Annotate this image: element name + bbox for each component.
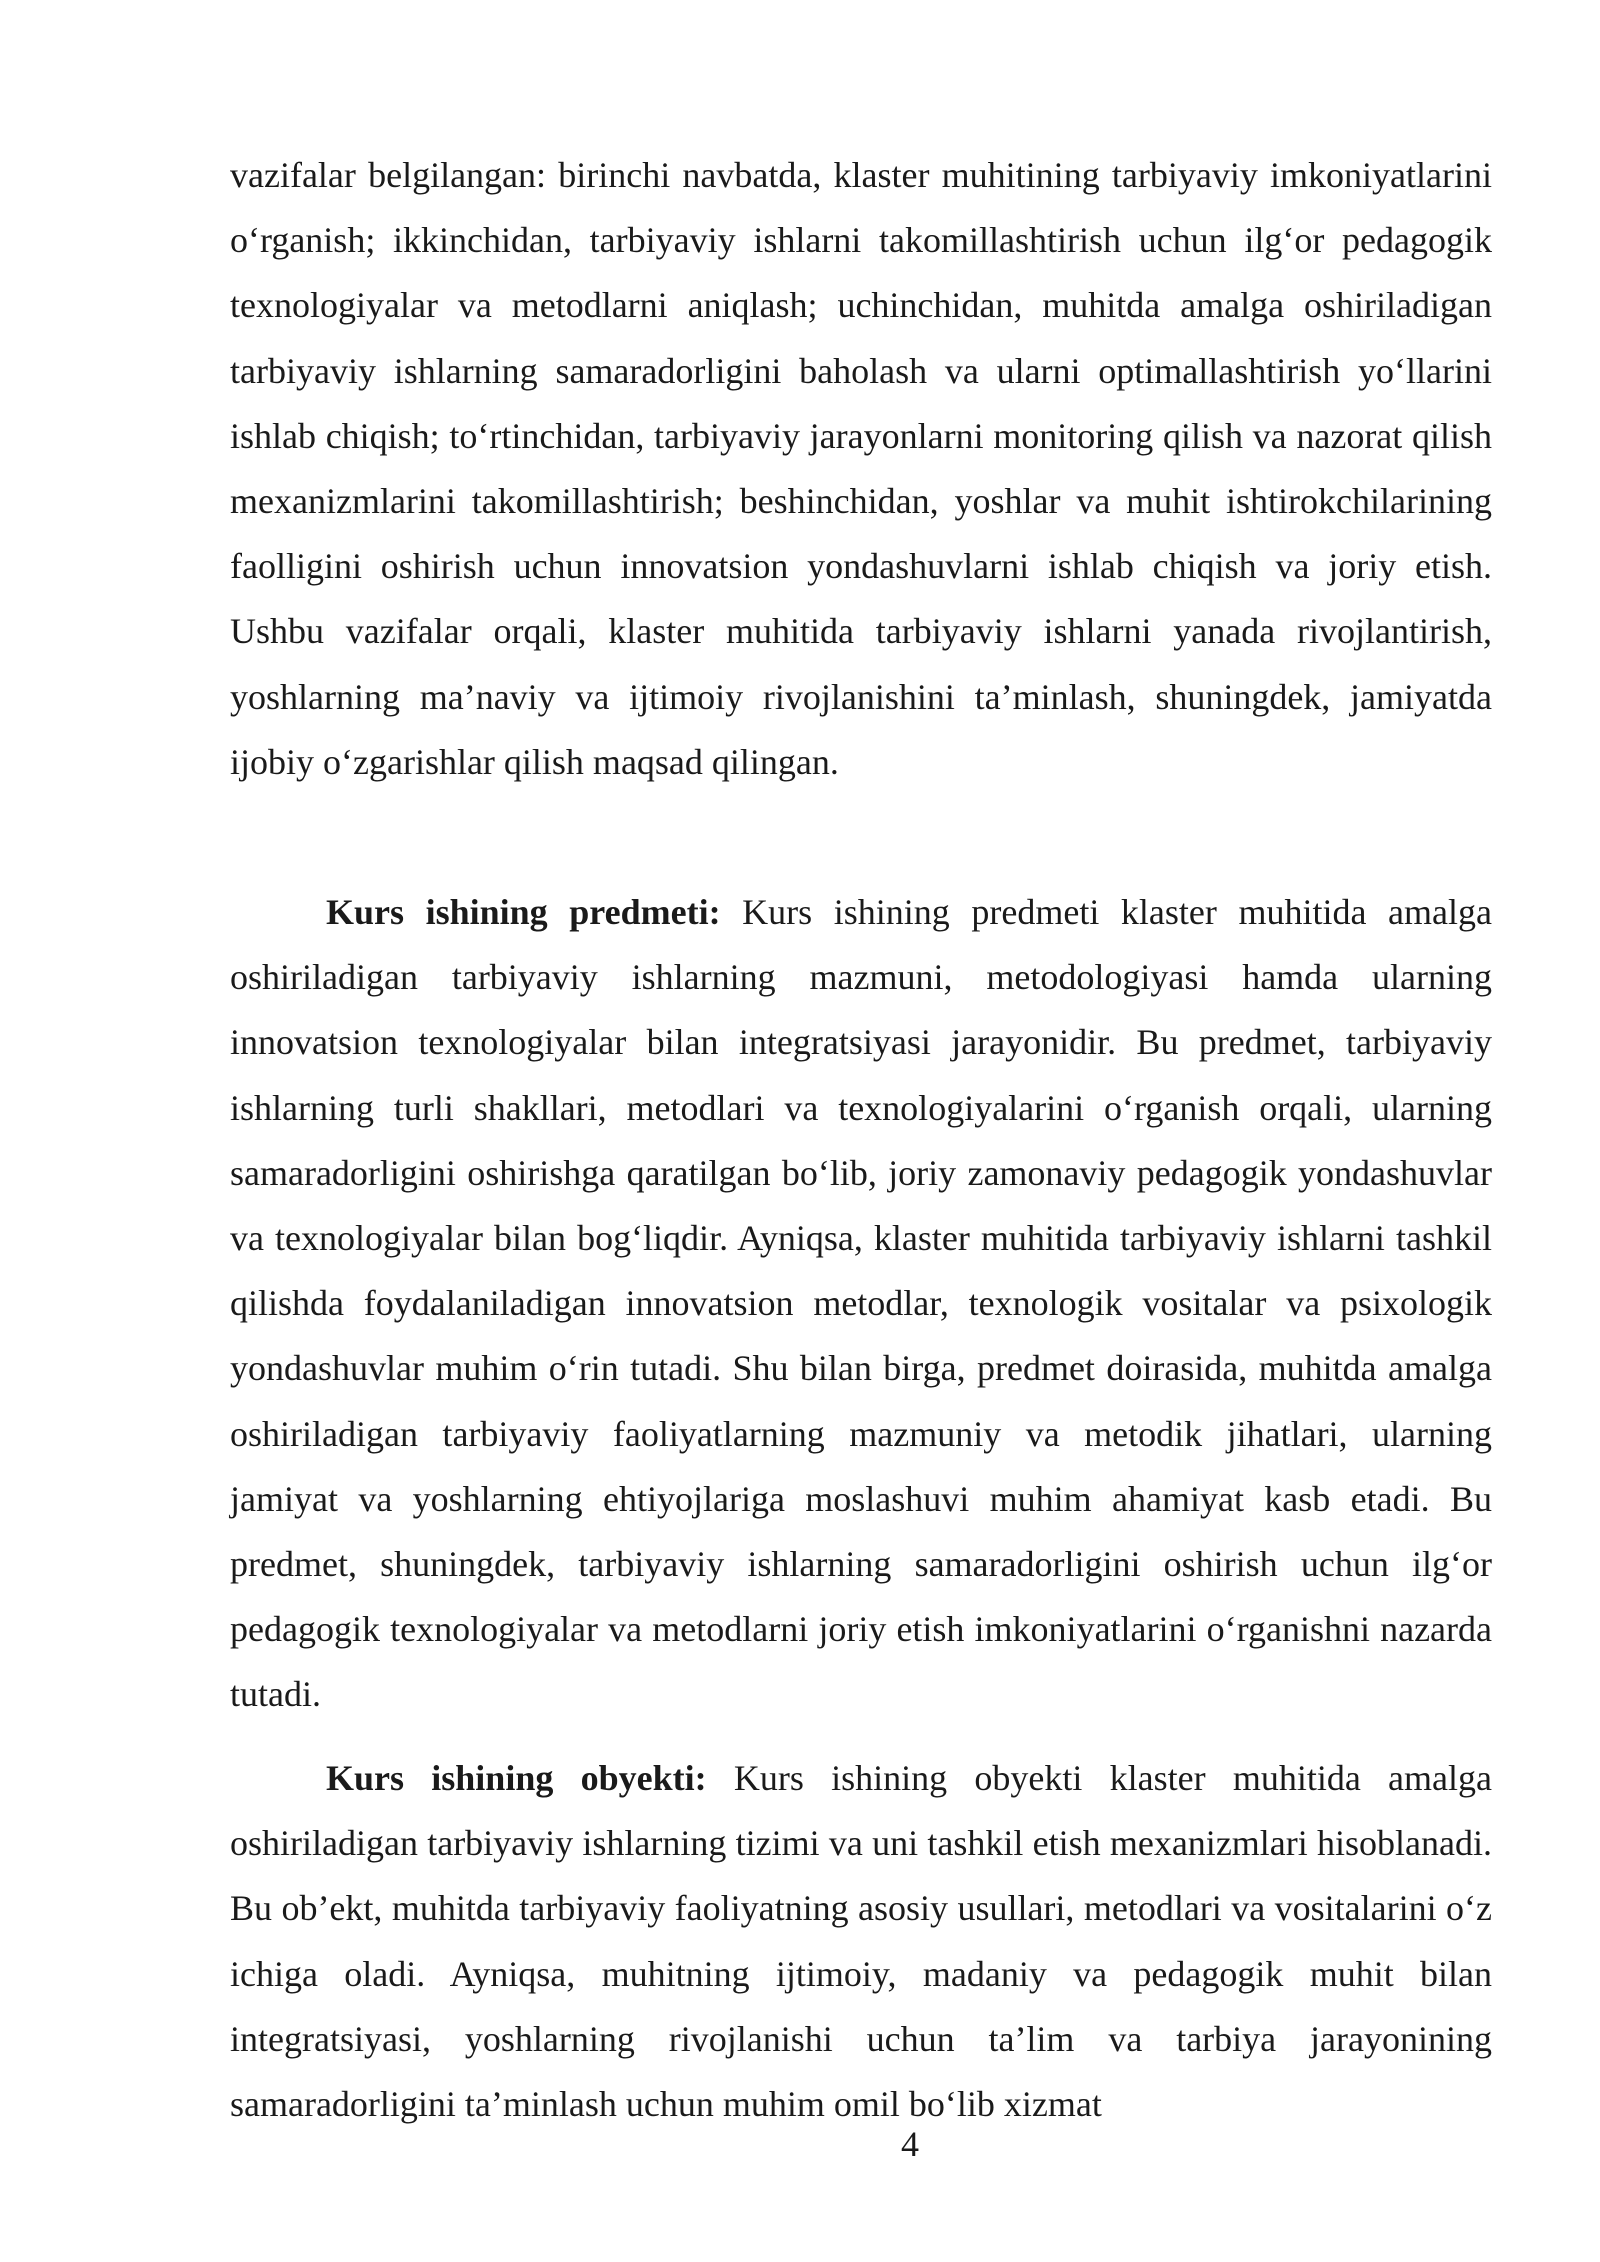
subject-heading: Kurs ishining predmeti: (326, 892, 721, 932)
paragraph-subject (230, 880, 1492, 1728)
object-heading: Kurs ishining obyekti: (326, 1758, 707, 1798)
paragraph-tasks (230, 143, 1492, 795)
page-number: 4 (901, 2124, 919, 2164)
object-text: Kurs ishining obyekti klaster muhitida amalga oshiriladigan tarbiyaviy ishlarning tizimi va uni tashkil etish mexanizmlari hisoblanadi. Bu ob’ekt, muhitda tarbiyaviy faoliyatning asosiy usullari, metodlari va vositalarini o‘z ichiga oladi. Ayniqsa, muhitning ijtimoiy, madaniy va pedagogik muhit bilan integratsiyasi, yoshlarning rivojlanishi uchun ta’lim va tarbiya jarayonining samaradorligini ta’minlash uchun muhim omil bo‘lib xizmat (230, 1758, 1492, 2125)
paragraph-subject-body (230, 880, 1492, 1728)
paragraph-tasks-text: vazifalar belgilangan: birinchi navbatda, klaster muhitining tarbiyaviy imkoniyatlarini o‘rganish; ikkinchidan, tarbiyaviy ishlarni takomillashtirish uchun ilg‘or pedagogik texnologiyalar va metodlarni aniqlash; uchinchidan, muhitda amalga oshiriladigan tarbiyaviy ishlarning samaradorligini baholash va ularni optimallashtirish yo‘llarini ishlab chiqish; to‘rtinchidan, tarbiyaviy jarayonlarni monitoring qilish va nazorat qilish mexanizmlarini takomillashtirish; beshinchidan, yoshlar va muhit ishtirokchilarining faolligini oshirish uchun innovatsion yondashuvlarni ishlab chiqish va joriy etish. Ushbu vazifalar orqali, klaster muhitida tarbiyaviy ishlarni yanada rivojlantirish, yoshlarning ma’naviy va ijtimoiy rivojlanishini ta’minlash, shuningdek, jamiyatda ijobiy o‘zgarishlar qilish maqsad qilingan. (230, 155, 1492, 782)
paragraph-object-body (230, 1746, 1492, 2137)
subject-text: Kurs ishining predmeti klaster muhitida amalga oshiriladigan tarbiyaviy ishlarning mazmuni, metodologiyasi hamda ularning innovatsion texnologiyalar bilan integratsiyasi jarayonidir. Bu predmet, tarbiyaviy ishlarning turli shakllari, metodlari va texnologiyalarini o‘rganish orqali, ularning samaradorligini oshirishga qaratilgan bo‘lib, joriy zamonaviy pedagogik yondashuvlar va texnologiyalar bilan bog‘liqdir. Ayniqsa, klaster muhitida tarbiyaviy ishlarni tashkil qilishda foydalaniladigan innovatsion metodlar, texnologik vositalar va psixologik yondashuvlar muhim o‘rin tutadi. Shu bilan birga, predmet doirasida, muhitda amalga oshiriladigan tarbiyaviy faoliyatlarning mazmuniy va metodik jihatlari, ularning jamiyat va yoshlarning ehtiyojlariga moslashuvi muhim ahamiyat kasb etadi. Bu predmet, shuningdek, tarbiyaviy ishlarning samaradorligini oshirish uchun ilg‘or pedagogik texnologiyalar va metodlarni joriy etish imkoniyatlarini o‘rganishni nazarda tutadi. (230, 892, 1492, 1715)
paragraph-object (230, 1746, 1492, 2137)
